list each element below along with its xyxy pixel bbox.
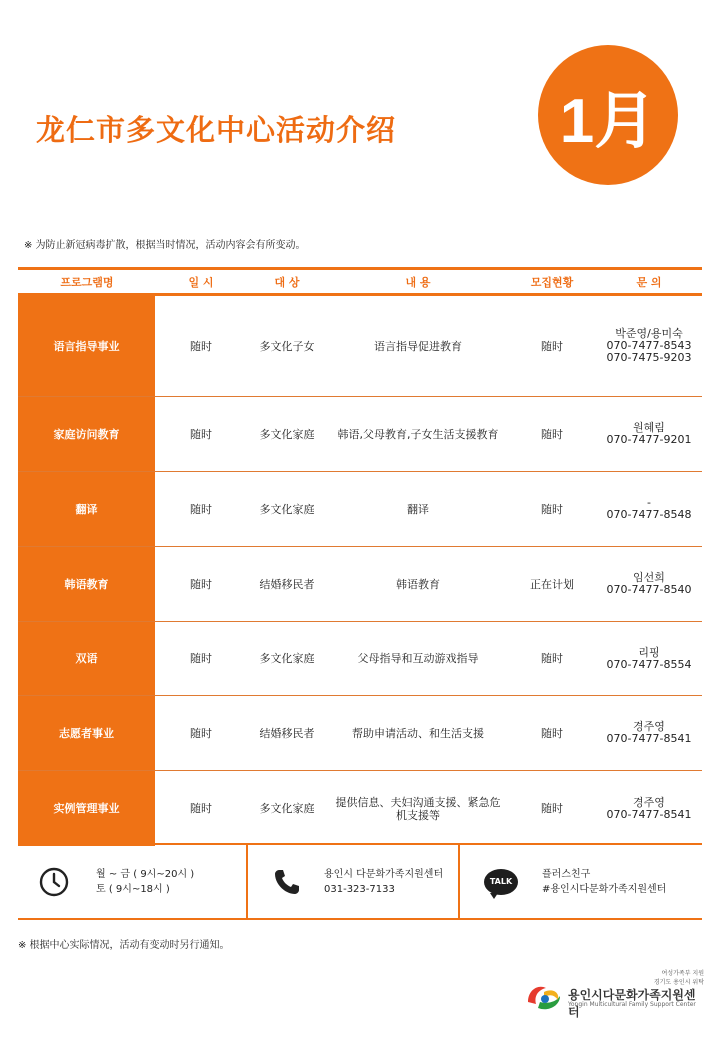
program-name: 语言指导事业 — [18, 296, 156, 396]
center-phone — [248, 845, 460, 918]
program-content: 帮助申请活动、和生活支援 — [352, 726, 484, 740]
month-badge: 1月 — [538, 45, 678, 185]
table-row — [18, 622, 702, 696]
program-time: 随时 — [190, 339, 212, 353]
center-phone-number: 031-323-7133 — [324, 883, 395, 895]
table-row — [18, 296, 702, 397]
logo-support-line: 여성가족부 지원 — [661, 970, 704, 977]
program-content: 提供信息、夫妇沟通支援、紧急危机支援等 — [335, 795, 501, 822]
hours-saturday: 토 ( 9시~18시 ) — [96, 883, 170, 895]
program-contact — [596, 696, 702, 770]
program-status: 随时 — [541, 502, 563, 516]
program-content: 韩语,父母教育,子女生活支援教育 — [337, 427, 499, 441]
contact-person: 경주영 — [633, 720, 665, 733]
program-content: 韩语教育 — [396, 577, 440, 591]
program-time: 随时 — [190, 802, 212, 815]
contact-phone: 070-7477-8548 — [606, 508, 692, 521]
logo-english-name: Yongin Multicultural Family Support Center — [568, 1001, 696, 1008]
program-content: 父母指导和互动游戏指导 — [357, 652, 479, 665]
program-contact — [596, 472, 702, 546]
program-name: 家庭访问教育 — [18, 397, 156, 471]
opening-hours — [18, 845, 248, 918]
contact-person: 임선희 — [633, 571, 665, 584]
logo-name: 용인시다문화가족지원센터 — [568, 988, 696, 1019]
contact-phone: 070-7475-9203 — [606, 351, 692, 364]
family-logo-icon — [524, 978, 564, 1016]
logo-commission-line: 경기도 용인시 위탁 — [653, 979, 704, 986]
table-row — [18, 472, 702, 547]
program-name: 翻译 — [18, 472, 156, 546]
center-logo — [524, 970, 704, 1020]
page-title: 龙仁市多文化中心活动介绍 — [36, 113, 397, 147]
program-contact — [596, 547, 702, 621]
program-target: 多文化家庭 — [259, 652, 315, 665]
table-row — [18, 696, 702, 771]
program-target: 结婚移民者 — [259, 726, 315, 740]
contact-phone: 070-7477-9201 — [606, 433, 692, 446]
hours-weekday: 월 ~ 금 ( 9시~20시 ) — [96, 868, 195, 880]
program-contact — [596, 622, 702, 695]
center-name: 용인시 다문화가족지원센터 — [324, 868, 444, 880]
header-target: 대 상 — [274, 275, 300, 289]
program-content: 翻译 — [407, 502, 429, 516]
bottom-notice: ※ 根据中心实际情况，活动有变动时另行通知。 — [18, 940, 230, 951]
table-header-row — [18, 270, 702, 296]
contact-phone: 070-7477-8543 — [606, 339, 692, 352]
program-name: 双语 — [18, 622, 156, 695]
program-target: 多文化子女 — [259, 339, 315, 353]
program-name: 志愿者事业 — [18, 696, 156, 770]
program-time: 随时 — [190, 577, 212, 591]
top-notice: ※ 为防止新冠病毒扩散，根据当时情况，活动内容会有所变动。 — [24, 240, 306, 251]
program-contact — [596, 397, 702, 471]
program-status: 随时 — [541, 652, 563, 665]
program-target: 多文化家庭 — [259, 502, 315, 516]
plus-friend-label: 플러스친구 — [542, 868, 591, 880]
program-target: 结婚移民者 — [259, 577, 315, 591]
program-status: 随时 — [541, 726, 563, 740]
table-row — [18, 397, 702, 472]
program-target: 多文化家庭 — [259, 427, 315, 441]
program-time: 随时 — [190, 726, 212, 740]
header-program-name: 프로그램명 — [60, 275, 114, 289]
contact-person: - — [647, 496, 651, 509]
kakao-plus-friend — [460, 845, 698, 918]
program-status: 正在计划 — [530, 577, 574, 591]
contact-person: 원혜림 — [633, 421, 665, 434]
program-status: 随时 — [541, 339, 563, 353]
program-table — [18, 270, 702, 846]
program-status: 随时 — [541, 427, 563, 441]
program-contact — [596, 296, 702, 396]
contact-person: 리핑 — [638, 645, 660, 659]
program-target: 多文化家庭 — [259, 802, 315, 815]
header-schedule: 일 시 — [188, 275, 214, 289]
program-time: 随时 — [190, 502, 212, 516]
info-bar — [18, 843, 702, 920]
table-row — [18, 547, 702, 622]
program-time: 随时 — [190, 427, 212, 441]
header-inquiry: 문 의 — [636, 275, 662, 289]
contact-phone: 070-7477-8541 — [606, 732, 692, 745]
contact-phone: 070-7477-8540 — [606, 583, 692, 596]
kakao-talk-icon: TALK — [484, 869, 518, 895]
program-name: 韩语教育 — [18, 547, 156, 621]
program-content: 语言指导促进教育 — [374, 339, 462, 353]
plus-friend-id: #용인시다문화가족지원센터 — [542, 883, 667, 895]
contact-person: 경주영 — [633, 795, 665, 809]
clock-icon — [38, 866, 70, 898]
program-time: 随时 — [190, 652, 212, 665]
contact-person: 박준영/용미숙 — [615, 327, 683, 340]
program-name: 实例管理事业 — [18, 771, 156, 846]
contact-phone: 070-7477-8554 — [606, 657, 692, 671]
contact-phone: 070-7477-8541 — [606, 807, 692, 821]
table-row — [18, 771, 702, 846]
phone-icon — [272, 867, 302, 897]
program-contact — [596, 771, 702, 846]
header-recruit-status: 모집현황 — [530, 275, 574, 289]
header-content: 내 용 — [405, 275, 431, 289]
program-status: 随时 — [541, 802, 563, 815]
